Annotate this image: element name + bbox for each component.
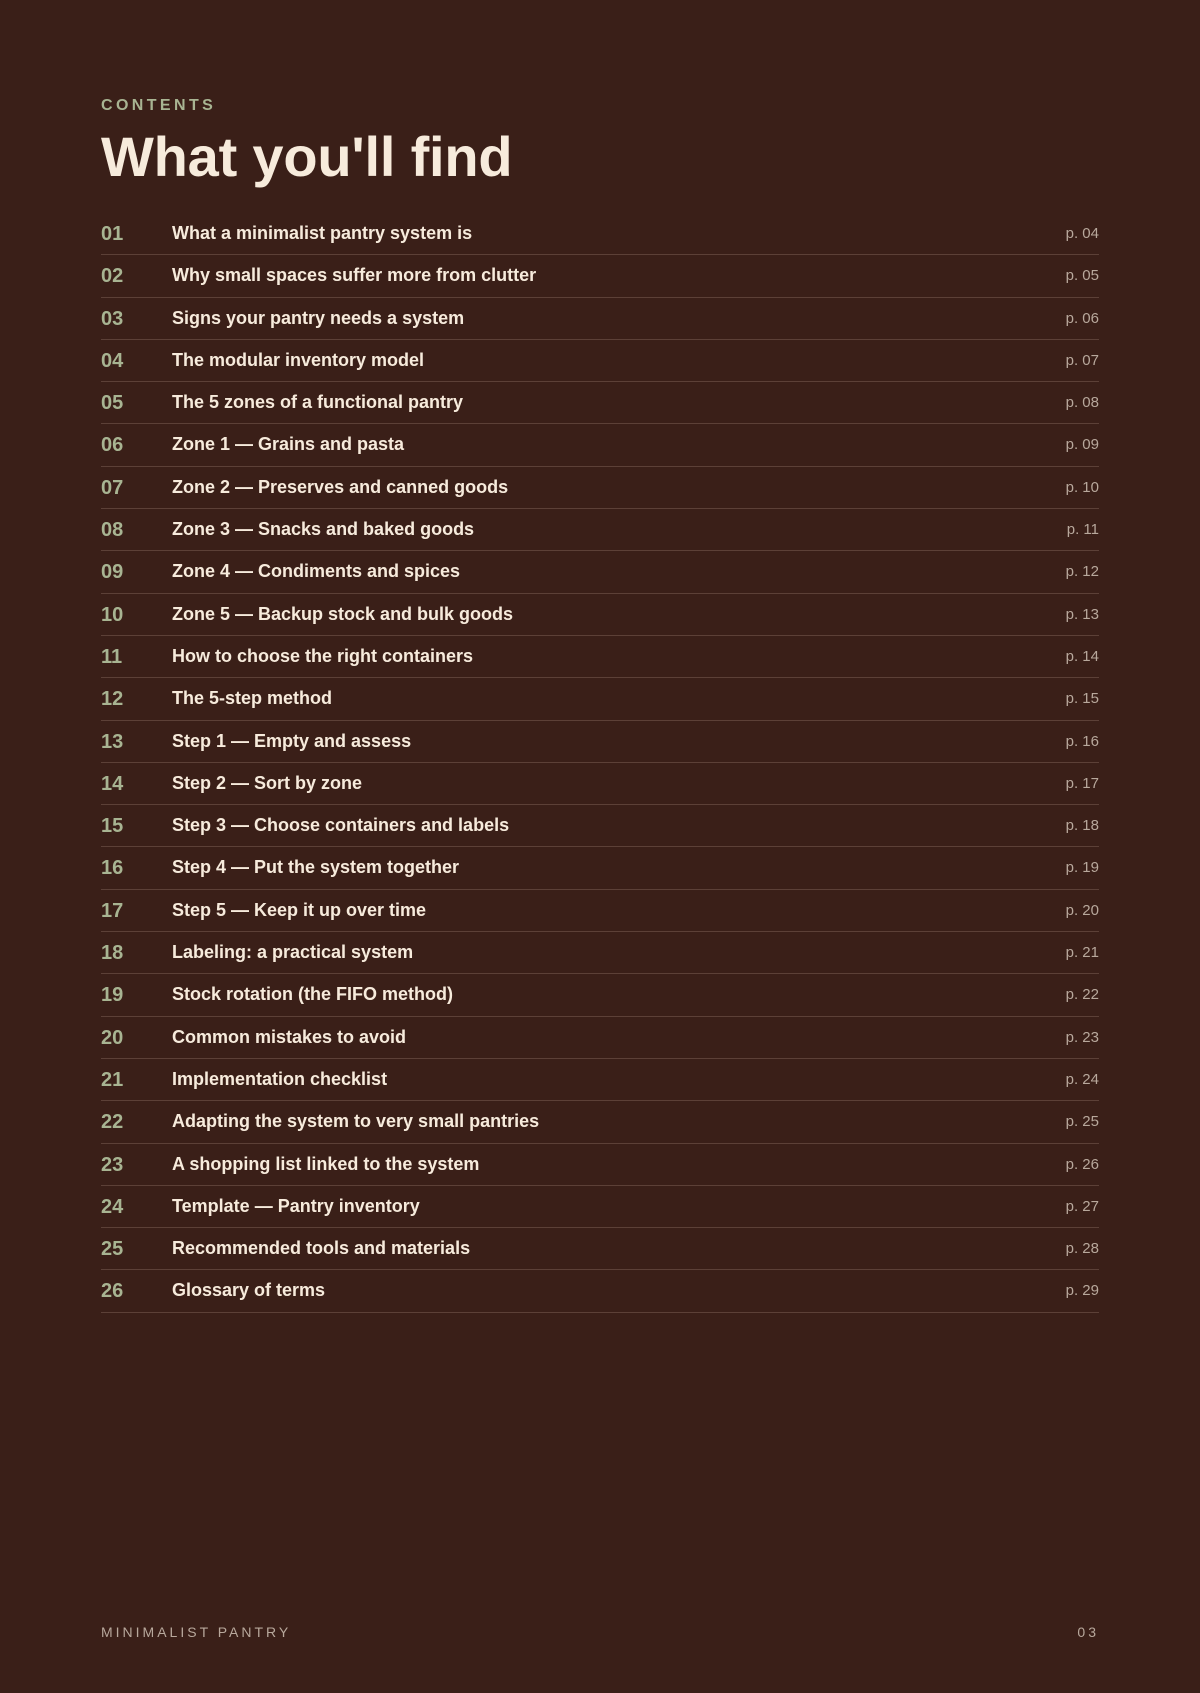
toc-entry-page: p. 15 bbox=[1065, 690, 1099, 708]
toc-entry[interactable] bbox=[101, 1270, 1099, 1312]
toc-entry-number: 20 bbox=[101, 1026, 124, 1049]
section-eyebrow: CONTENTS bbox=[101, 97, 217, 114]
toc-entry-page: p. 21 bbox=[1065, 944, 1099, 962]
toc-entry-number: 22 bbox=[101, 1111, 124, 1134]
toc-entry-number: 26 bbox=[101, 1280, 124, 1303]
toc-entry-number: 25 bbox=[101, 1238, 124, 1261]
toc-entry[interactable] bbox=[101, 424, 1099, 466]
toc-entry-number: 23 bbox=[101, 1153, 124, 1176]
toc-entry-page: p. 27 bbox=[1065, 1197, 1099, 1215]
toc-entry-number: 16 bbox=[101, 857, 124, 880]
toc-entry-page: p. 04 bbox=[1065, 225, 1099, 242]
toc-entry-number: 24 bbox=[101, 1195, 124, 1218]
toc-entry[interactable] bbox=[101, 678, 1099, 720]
toc-entry-title: Adapting the system to very small pantries bbox=[172, 1111, 540, 1132]
toc-entry-page: p. 18 bbox=[1065, 817, 1099, 835]
toc-entry-page: p. 25 bbox=[1065, 1113, 1099, 1131]
toc-entry-title: Step 1 — Empty and assess bbox=[172, 730, 412, 751]
toc-entry-title: A shopping list linked to the system bbox=[172, 1153, 480, 1174]
toc-entry-number: 03 bbox=[101, 307, 124, 330]
toc-entry-page: p. 05 bbox=[1065, 267, 1099, 285]
toc-entry-number: 15 bbox=[101, 815, 124, 838]
table-of-contents bbox=[101, 213, 1099, 1313]
toc-entry-number: 07 bbox=[101, 476, 124, 499]
toc-entry-title: How to choose the right containers bbox=[172, 645, 474, 666]
toc-entry[interactable] bbox=[101, 1017, 1099, 1059]
toc-entry-number: 01 bbox=[101, 223, 124, 245]
toc-entry-number: 08 bbox=[101, 519, 124, 542]
toc-entry-page: p. 07 bbox=[1065, 351, 1099, 369]
toc-entry-title: Zone 1 — Grains and pasta bbox=[172, 434, 405, 455]
toc-entry[interactable] bbox=[101, 594, 1099, 636]
toc-entry-number: 06 bbox=[101, 434, 124, 457]
toc-entry-number: 02 bbox=[101, 265, 124, 288]
toc-entry-page: p. 17 bbox=[1065, 774, 1099, 792]
toc-entry[interactable] bbox=[101, 298, 1099, 340]
toc-entry-title: Step 3 — Choose containers and labels bbox=[172, 815, 510, 836]
toc-entry[interactable] bbox=[101, 1101, 1099, 1143]
toc-entry[interactable] bbox=[101, 847, 1099, 889]
toc-entry-title: Zone 5 — Backup stock and bulk goods bbox=[172, 603, 514, 624]
toc-entry-number: 18 bbox=[101, 942, 124, 965]
toc-entry-number: 19 bbox=[101, 984, 124, 1007]
toc-entry[interactable] bbox=[101, 213, 1099, 255]
toc-entry[interactable] bbox=[101, 467, 1099, 509]
toc-entry-title: Step 2 — Sort by zone bbox=[172, 772, 363, 793]
toc-entry[interactable] bbox=[101, 1059, 1099, 1101]
toc-entry-page: p. 06 bbox=[1065, 309, 1099, 327]
toc-entry-title: Common mistakes to avoid bbox=[172, 1026, 407, 1047]
toc-entry-number: 05 bbox=[101, 392, 124, 415]
toc-entry[interactable] bbox=[101, 1186, 1099, 1228]
toc-entry-page: p. 13 bbox=[1065, 605, 1099, 623]
toc-entry-title: Zone 3 — Snacks and baked goods bbox=[172, 519, 475, 540]
toc-entry-title: Implementation checklist bbox=[172, 1068, 388, 1089]
toc-entry-number: 04 bbox=[101, 349, 124, 372]
toc-entry-page: p. 29 bbox=[1065, 1282, 1099, 1300]
toc-entry[interactable] bbox=[101, 974, 1099, 1016]
toc-entry[interactable] bbox=[101, 551, 1099, 593]
toc-entry-title: The 5 zones of a functional pantry bbox=[172, 392, 464, 413]
toc-entry[interactable] bbox=[101, 255, 1099, 297]
toc-entry-page: p. 14 bbox=[1065, 647, 1099, 665]
toc-entry[interactable] bbox=[101, 509, 1099, 551]
contents-page bbox=[101, 0, 1099, 1693]
toc-entry-title: Template — Pantry inventory bbox=[172, 1195, 420, 1216]
toc-entry-number: 17 bbox=[101, 899, 124, 922]
toc-entry-page: p. 23 bbox=[1065, 1028, 1099, 1046]
toc-entry-page: p. 20 bbox=[1065, 901, 1099, 919]
toc-entry-page: p. 22 bbox=[1065, 986, 1099, 1004]
page-title: What you'll find bbox=[101, 125, 513, 188]
toc-entry-title: What a minimalist pantry system is bbox=[172, 223, 473, 243]
toc-entry[interactable] bbox=[101, 805, 1099, 847]
toc-entry-page: p. 12 bbox=[1065, 563, 1099, 581]
toc-entry-title: The 5-step method bbox=[172, 688, 333, 709]
toc-entry-title: Glossary of terms bbox=[172, 1280, 326, 1301]
toc-entry-page: p. 09 bbox=[1065, 436, 1099, 454]
toc-entry[interactable] bbox=[101, 340, 1099, 382]
toc-entry[interactable] bbox=[101, 1228, 1099, 1270]
toc-entry[interactable] bbox=[101, 382, 1099, 424]
toc-entry[interactable] bbox=[101, 763, 1099, 805]
toc-entry-number: 10 bbox=[101, 603, 124, 626]
toc-entry-title: Signs your pantry needs a system bbox=[172, 307, 465, 328]
toc-entry-title: Zone 2 — Preserves and canned goods bbox=[172, 476, 509, 497]
toc-entry[interactable] bbox=[101, 721, 1099, 763]
toc-entry-page: p. 24 bbox=[1065, 1070, 1099, 1088]
toc-entry-page: p. 28 bbox=[1065, 1240, 1099, 1258]
footer-publication-name: MINIMALIST PANTRY bbox=[101, 1624, 292, 1640]
toc-entry[interactable] bbox=[101, 1144, 1099, 1186]
toc-entry-page: p. 10 bbox=[1065, 478, 1099, 496]
toc-entry[interactable] bbox=[101, 932, 1099, 974]
toc-entry-page: p. 19 bbox=[1065, 859, 1099, 877]
toc-entry-number: 13 bbox=[101, 730, 124, 753]
toc-entry[interactable] bbox=[101, 636, 1099, 678]
toc-entry-number: 11 bbox=[101, 645, 123, 668]
toc-entry-number: 14 bbox=[101, 772, 124, 795]
toc-entry-title: Step 5 — Keep it up over time bbox=[172, 899, 427, 920]
toc-entry[interactable] bbox=[101, 890, 1099, 932]
toc-entry-title: Stock rotation (the FIFO method) bbox=[172, 984, 453, 1005]
toc-entry-title: Labeling: a practical system bbox=[172, 942, 414, 963]
toc-entry-title: Why small spaces suffer more from clutter bbox=[172, 265, 537, 286]
toc-entry-title: Recommended tools and materials bbox=[172, 1238, 471, 1259]
toc-entry-page: p. 26 bbox=[1065, 1155, 1099, 1173]
toc-entry-number: 09 bbox=[101, 561, 124, 584]
toc-entry-number: 12 bbox=[101, 688, 124, 711]
toc-entry-title: Zone 4 — Condiments and spices bbox=[172, 561, 461, 582]
toc-entry-title: Step 4 — Put the system together bbox=[172, 857, 460, 878]
footer-page-number: 03 bbox=[1077, 1624, 1099, 1640]
toc-entry-page: p. 16 bbox=[1065, 732, 1099, 750]
toc-entry-title: The modular inventory model bbox=[172, 349, 425, 370]
toc-entry-page: p. 11 bbox=[1066, 521, 1099, 539]
toc-entry-number: 21 bbox=[101, 1068, 124, 1091]
toc-entry-page: p. 08 bbox=[1065, 394, 1099, 412]
